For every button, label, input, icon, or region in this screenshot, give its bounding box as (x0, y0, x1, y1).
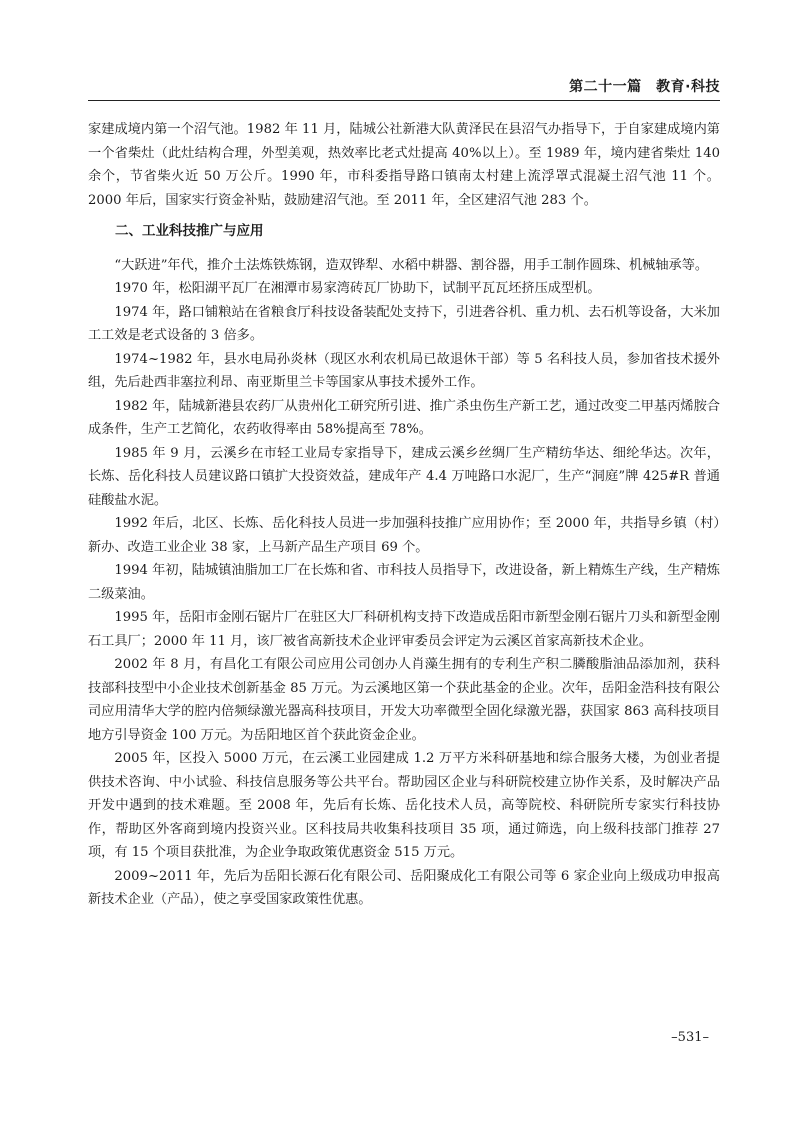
paragraph-3: 1974 年，路口铺粮站在省粮食厅科技设备装配处支持下，引进砻谷机、重力机、去石机等设备，大米加工工效是老式设备的 3 倍多。 (88, 304, 720, 343)
section-heading: 二、工业科技推广与应用 (115, 223, 264, 239)
paragraph-6: 1985 年 9 月，云溪乡在市轻工业局专家指导下，建成云溪乡丝绸厂生产精纺华达、细纶华达。次年，长炼、岳化科技人员建议路口镇扩大投资效益，建成年产 4.4 万吨路口水泥厂，生产“洞庭”牌 425#R 普通硅酸盐水泥。 (88, 445, 720, 508)
paragraph-8: 1994 年初，陆城镇油脂加工厂在长炼和省、市科技人员指导下，改进设备，新上精炼生产线，生产精炼二级菜油。 (88, 563, 720, 602)
paragraph-2: 1970 年，松阳湖平瓦厂在湘潭市易家湾砖瓦厂协助下，试制平瓦瓦坯挤压成型机。 (114, 281, 601, 296)
paragraph-4: 1974~1982 年，县水电局孙炎林（现区水利农机局已故退休干部）等 5 名科技人员，参加省技术援外组，先后赴西非塞拉利昂、南亚斯里兰卡等国家从事技术援外工作。 (88, 351, 720, 390)
paragraph-7: 1992 年后，北区、长炼、岳化科技人员进一步加强科技推广应用协作；至 2000 年，共指导乡镇（村）新办、改造工业企业 38 家，上马新产品生产项目 69 个。 (88, 516, 720, 555)
intro-paragraph: 家建成境内第一个沼气池。1982 年 11 月，陆城公社新港大队黄泽民在县沼气办指导下，于自家建成境内第一个省柴灶（此灶结构合理，外型美观，热效率比老式灶提高 40%以上）。至 1989 年，境内建省柴灶 140 余个，节省柴火近 50 万公斤。1990 年，市科委指导路口镇南太村建上流浮罩式混凝土沼气池 11 个。2000 年后，国家实行资金补贴，鼓励建沼气池。至 2011 年，全区建沼气池 283 个。 (88, 122, 720, 208)
header-title: 第二十一篇 教育·科技 (569, 79, 720, 95)
paragraph-1: “大跃进”年代，推介土法炼铁炼钢，造双铧犁、水稻中耕器、割谷器，用手工制作圆珠、机械轴承等。 (114, 257, 709, 273)
paragraph-9: 1995 年，岳阳市金刚石锯片厂在驻区大厂科研机构支持下改造成岳阳市新型金刚石锯片刀头和新型金刚石工具厂；2000 年 11 月，该厂被省高新技术企业评审委员会评定为云溪区首家高新技术企业。 (88, 610, 720, 649)
paragraph-10: 2002 年 8 月，有昌化工有限公司应用公司创办人肖藻生拥有的专利生产积二膦酸脂油品添加剂，获科技部科技型中小企业技术创新基金 85 万元。为云溪地区第一个获此基金的企业。次年，岳阳金浩科技有限公司应用清华大学的腔内倍频绿激光器高科技项目，开发大功率微型全固化绿激光器，获国家 863 高科技项目地方引导资金 100 万元。为岳阳地区首个获此资金企业。 (88, 657, 720, 743)
page-number: –531– (671, 1030, 709, 1045)
paragraph-5: 1982 年，陆城新港县农药厂从贵州化工研究所引进、推广杀虫伤生产新工艺，通过改变二甲基丙烯胺合成条件，生产工艺简化，农药收得率由 58%提高至 78%。 (88, 398, 720, 437)
paragraph-12: 2009~2011 年，先后为岳阳长源石化有限公司、岳阳聚成化工有限公司等 6 家企业向上级成功申报高新技术企业（产品），使之享受国家政策性优惠。 (88, 868, 720, 907)
page-body (88, 118, 720, 912)
running-header (88, 70, 720, 101)
paragraph-11: 2005 年，区投入 5000 万元，在云溪工业园建成 1.2 万平方米科研基地和综合服务大楼，为创业者提供技术咨询、中小试验、科技信息服务等公共平台。帮助园区企业与科研院校建立协作关系，及时解决产品开发中遇到的技术难题。至 2008 年，先后有长炼、岳化技术人员，高等院校、科研院所专家实行科技协作，帮助区外客商到境内投资兴业。区科技局共收集科技项目 35 项，通过筛选，向上级科技部门推荐 27 项，有 15 个项目获批准，为企业争取政策优惠资金 515 万元。 (88, 751, 720, 860)
